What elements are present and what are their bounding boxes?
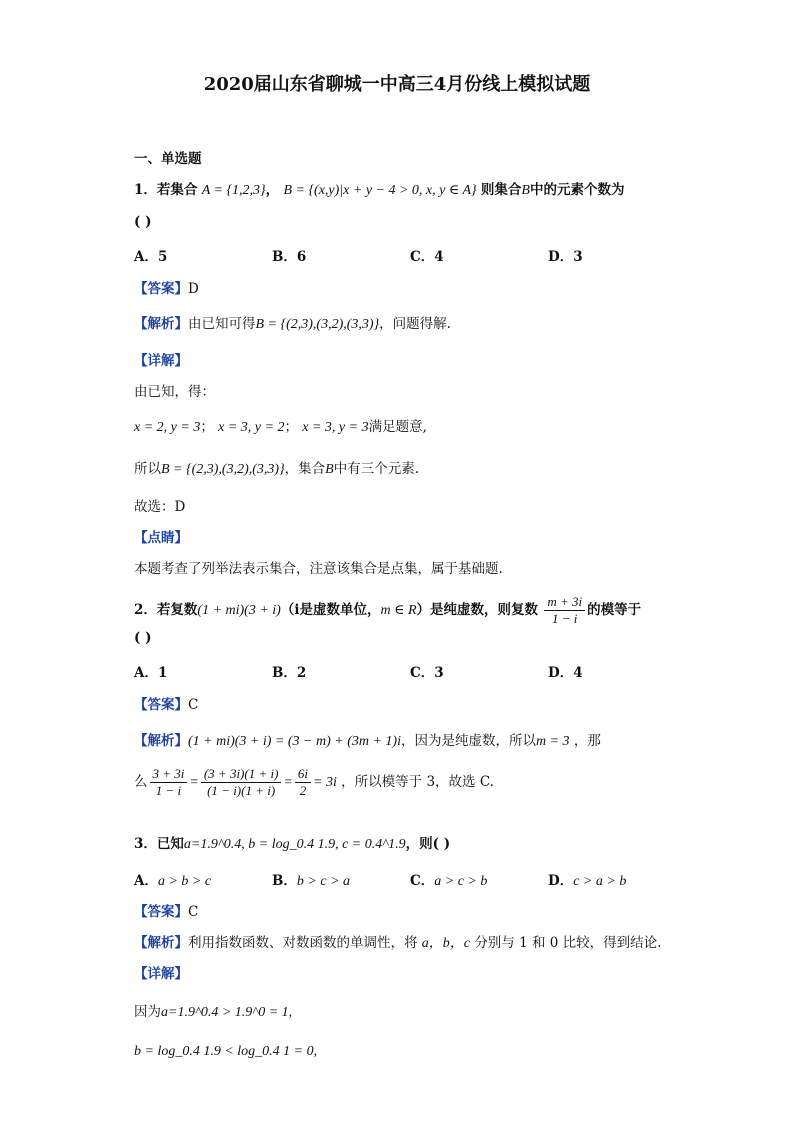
q2-analysis-1: 【解析】(1 + mi)(3 + i) = (3 − m) + (3m + 1)i，因为是纯虚数，所以m = 3 ，那 bbox=[134, 733, 601, 749]
q3-stem: 3．已知a=1.9^0.4, b = log_0.4 1.9, c = 0.4^1.9，则( ) bbox=[134, 836, 451, 852]
q1-comment: 本题考查了列举法表示集合，注意该集合是点集，属于基础题. bbox=[134, 561, 503, 577]
q1-detail-3: 所以B = {(2,3),(3,2),(3,3)}，集合B中有三个元素. bbox=[134, 461, 420, 477]
q2-analysis-2: 么 $\frac{3 + 3i}{1 - i}$ = $\frac{(3 + 3i)(1 + i)}{(1 - i)(1 + i)}$ = $\frac{6i}{2}$ = 3i ，所以模等于 3，故选 C. bbox=[134, 766, 494, 798]
q1-choose: 故选：D bbox=[134, 499, 186, 515]
q1-detail-2: x = 2, y = 3； x = 3, y = 2； x = 3, y = 3满足题意, bbox=[134, 419, 427, 435]
q2-option-c: C．3 bbox=[410, 665, 444, 681]
q2-option-a: A．1 bbox=[134, 665, 168, 681]
q2-answer: 【答案】C bbox=[134, 697, 199, 713]
q3-detail-1: 因为a=1.9^0.4 > 1.9^0 = 1, bbox=[134, 1004, 293, 1020]
q2-option-b: B．2 bbox=[272, 665, 307, 681]
q1-option-a: A．5 bbox=[134, 249, 168, 265]
q1-option-d: D．3 bbox=[548, 249, 583, 265]
q2-paren: ( ) bbox=[134, 630, 152, 646]
q1-comment-heading: 【点睛】 bbox=[134, 530, 188, 546]
q3-analysis: 【解析】利用指数函数、对数函数的单调性，将 a，b，c 分别与 1 和 0 比较，得到结论. bbox=[134, 935, 662, 951]
q1-detail-1: 由已知，得： bbox=[134, 384, 215, 400]
q1-stem: 1．若集合 A = {1,2,3}， B = {(x,y)|x + y − 4 > 0, x, y ∈ A} 则集合B中的元素个数为 bbox=[134, 182, 625, 198]
q3-detail-2: b = log_0.4 1.9 < log_0.4 1 = 0, bbox=[134, 1044, 318, 1059]
q1-option-c: C．4 bbox=[410, 249, 444, 265]
q1-detail-heading: 【详解】 bbox=[134, 353, 188, 369]
q3-answer: 【答案】C bbox=[134, 904, 199, 920]
q2-stem: 2．若复数(1 + mi)(3 + i)（i是虚数单位，m ∈ R）是纯虚数，则复数 $\frac{m + 3i}{1 - i}$ 的模等于 bbox=[134, 594, 642, 626]
q1-answer: 【答案】D bbox=[134, 281, 199, 297]
q3-option-d: D．c > a > b bbox=[548, 873, 627, 889]
q1-option-b: B．6 bbox=[272, 249, 307, 265]
q3-option-b: B．b > c > a bbox=[272, 873, 351, 889]
q3-option-c: C．a > c > b bbox=[410, 873, 488, 889]
page-title: 2020届山东省聊城一中高三4月份线上模拟试题 bbox=[203, 74, 591, 95]
q2-fraction: $\frac{m + 3i}{1 - i}$ bbox=[544, 594, 585, 627]
q3-detail-heading: 【详解】 bbox=[134, 966, 188, 982]
q1-paren: ( ) bbox=[134, 214, 152, 230]
section-heading: 一、单选题 bbox=[134, 151, 202, 167]
q1-analysis: 【解析】由已知可得B = {(2,3),(3,2),(3,3)}，问题得解. bbox=[134, 316, 451, 332]
q2-option-d: D．4 bbox=[548, 665, 583, 681]
q3-option-a: A．a > b > c bbox=[134, 873, 212, 889]
